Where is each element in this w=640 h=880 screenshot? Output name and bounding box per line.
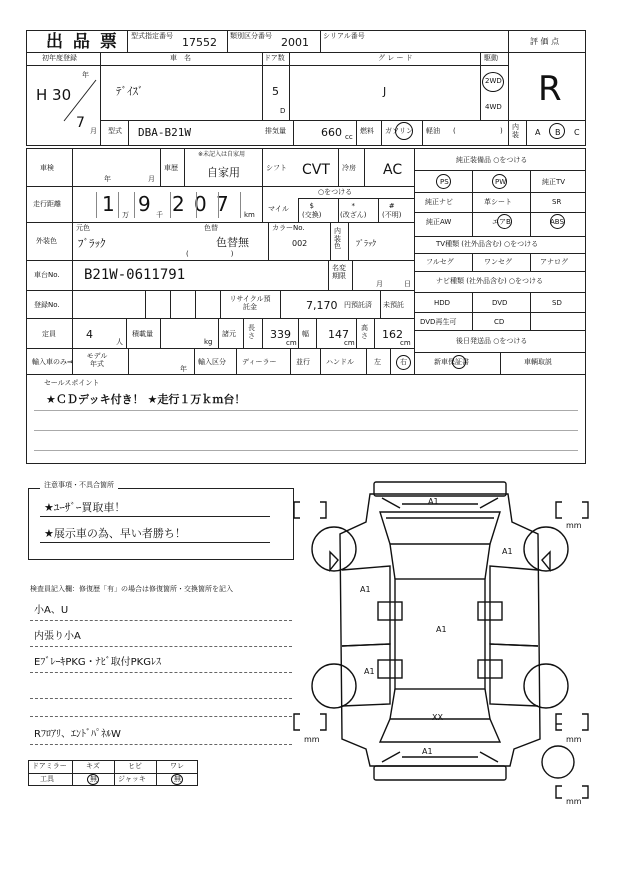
capacity-label: 定員: [42, 330, 56, 338]
equip-abs-circle: [550, 214, 565, 229]
fuel-label: 燃料: [360, 127, 374, 135]
doors-label: ドア数: [264, 54, 285, 62]
equip-sr: SR: [552, 198, 562, 206]
inspector-line5: Rﾌﾛｱﾘ、ｴﾝﾄﾞﾊﾟﾈﾙW: [34, 729, 121, 740]
notes-bracket-bottom: [28, 548, 294, 560]
sales-text: ★ＣＤデッキ付き！ ★走行１万ｋｍ台！: [46, 393, 246, 406]
recycle-value: 7,170: [306, 299, 338, 312]
left-label: 左: [374, 358, 381, 366]
post-title: 後日発送品 ○をつける: [456, 337, 528, 345]
fuel-circle: [395, 122, 413, 140]
color-change-value: 色替無: [216, 236, 249, 249]
name-change-day: 日: [404, 280, 411, 288]
unknown-label: # (不明): [382, 202, 402, 219]
navi-title: ナビ種類 (社外品含む) ○をつける: [436, 277, 544, 285]
right-circle: [396, 355, 411, 370]
tv-title: TV種類 (社外品含む) ○をつける: [436, 240, 539, 248]
recycle-label: リサイクル預託金: [229, 295, 271, 312]
equip-airbag: エアB: [492, 218, 511, 226]
tampered-label: * (改ざん): [340, 202, 367, 219]
damage-mark: A1: [428, 497, 439, 506]
chassis-label: 車台No.: [34, 271, 60, 279]
right-label: 右: [400, 358, 407, 366]
interior-color-label: 内装色: [334, 227, 341, 251]
diesel-label: 軽油: [426, 127, 440, 135]
mileage-digit: 0: [194, 192, 207, 216]
inspection-month-unit: 月: [148, 175, 155, 183]
width-label: 幅: [302, 330, 309, 338]
damage-mark: A1: [364, 667, 375, 676]
category-label: 類別区分番号: [230, 32, 272, 40]
original-color-label: 元色: [76, 224, 90, 232]
displacement-label: 排気量: [265, 127, 286, 135]
drive-2wd: 2WD: [485, 77, 502, 85]
mile-label: マイル: [268, 205, 289, 213]
import-label: 輸入車のみ⇒: [32, 358, 73, 366]
unit-km: km: [244, 211, 255, 219]
aircon-label: 冷房: [342, 164, 356, 172]
damage-mark: A1: [360, 585, 371, 594]
tools-r1-circle: [87, 774, 99, 785]
car-name-value: ﾃﾞｲｽﾞ: [116, 85, 144, 98]
type-cert-value: 17552: [182, 36, 217, 49]
drive-4wd: 4WD: [485, 103, 502, 111]
form-title: 出 品 票: [46, 32, 119, 52]
paren-close: ): [500, 127, 503, 135]
equip-leather: 革シート: [484, 198, 512, 206]
tools-r1: 無: [90, 775, 97, 783]
damage-mark: A1: [422, 747, 433, 756]
tv-fullseg: フルセグ: [426, 258, 454, 266]
equip-navi: 純正ナビ: [425, 198, 453, 206]
equip-tv: 純正TV: [542, 178, 566, 186]
tools-h2: ヒビ: [128, 762, 142, 770]
recycle-unpaid: 未預託: [383, 301, 404, 309]
inspector-line3: EﾌﾞﾚｰｷPKG・ﾅﾋﾞ取付PKGﾚｽ: [34, 657, 161, 668]
interior-b-circle: [549, 123, 565, 139]
length-cm: cm: [286, 339, 297, 347]
equip-aw: 純正AW: [426, 218, 452, 226]
inspection-year-unit: 年: [104, 175, 111, 183]
equip-pw: PW: [495, 178, 507, 186]
score-value: R: [538, 69, 562, 109]
interior-b: B: [555, 128, 561, 137]
first-reg-label: 初年度登録: [42, 54, 77, 62]
serial-label: シリアル番号: [323, 32, 365, 40]
first-reg-year: H 30: [36, 86, 72, 104]
doors-value: 5: [272, 85, 279, 98]
length-value: 339: [270, 328, 291, 341]
inspector-line1: 小A、U: [34, 605, 69, 616]
fuel-value: ガソリン: [385, 127, 413, 135]
width-value: 147: [328, 328, 349, 341]
mm-unit: mm: [566, 521, 582, 530]
height-label: 高さ: [361, 324, 368, 340]
recycle-suffix: 円預託済: [344, 301, 372, 309]
tools-h0: ドアミラー: [32, 762, 67, 770]
import-cat-label: 輸入区分: [198, 358, 226, 366]
history-note: ※未記入は自家用: [198, 151, 246, 158]
sales-label: セールスポイント: [44, 379, 100, 387]
equip-abs: ABS: [550, 218, 564, 226]
history-value: 自家用: [207, 166, 240, 179]
navi-hdd: HDD: [434, 299, 451, 307]
inspector-label: 検査員記入欄：修復歴「有」の場合は修復箇所・交換箇所を記入: [30, 585, 233, 593]
name-change-label: 名変期限: [332, 264, 346, 281]
equip-title: 純正装備品 ○をつける: [456, 156, 528, 164]
model-year-unit: 年: [180, 365, 187, 373]
notes-line1: ★ﾕｰｻﾞｰ買取車！: [44, 501, 126, 514]
inspector-line2: 内張り小A: [34, 631, 81, 642]
mileage-digit: 2: [172, 192, 185, 216]
chassis-value: B21W-0611791: [84, 267, 186, 283]
dealer-label: ディーラー: [242, 358, 277, 366]
type-cert-label: 型式指定番号: [131, 32, 173, 40]
capacity-unit: 人: [116, 338, 123, 346]
door-suffix: D: [280, 107, 286, 115]
tools-r3-circle: [171, 774, 183, 785]
notes-label: 注意事項・不具合箇所: [40, 482, 118, 489]
model-type-value: DBA-B21W: [138, 126, 191, 139]
inspection-label: 車検: [40, 164, 54, 172]
first-reg-month: 7: [76, 115, 85, 131]
year-unit: 年: [82, 71, 89, 79]
exchange-label: $ (交換): [302, 202, 322, 219]
car-name-label: 車 名: [170, 54, 191, 62]
post-manual: 車輌取説: [524, 358, 552, 366]
tools-h1: キズ: [86, 762, 100, 770]
height-cm: cm: [400, 339, 411, 347]
mileage-digit: 1: [102, 192, 115, 216]
interior-c: C: [574, 128, 580, 137]
color-no-value: 002: [292, 239, 308, 248]
dvd-cd: CD: [494, 318, 505, 326]
cc-unit: cc: [345, 133, 353, 141]
model-year-label: モデル年式: [86, 352, 108, 369]
tools-r2: ジャッキ: [118, 775, 146, 783]
mileage-digit: 7: [216, 192, 229, 216]
grade-label: グ レ ー ド: [378, 54, 413, 62]
equip-pw-circle: [492, 174, 507, 189]
handle-label: ハンドル: [326, 358, 354, 366]
dvd-play-label: DVD再生可: [420, 318, 457, 326]
score-label: 評 価 点: [530, 37, 560, 46]
interior-label: 内装: [512, 123, 519, 139]
color-change-label: 色替: [204, 224, 218, 232]
equip-ps-circle: [436, 174, 451, 189]
length-label: 長さ: [248, 324, 255, 340]
interior-color-value: ﾌﾞﾗｯｸ: [356, 239, 376, 248]
tv-analog: アナログ: [540, 258, 568, 266]
mileage-digit: 9: [138, 192, 151, 216]
tv-oneseg: ワンセグ: [484, 258, 512, 266]
interior-a: A: [535, 128, 541, 137]
damage-mark: A1: [502, 547, 513, 556]
tools-r3: 無: [174, 775, 181, 783]
check-label: ○をつける: [318, 188, 353, 196]
mm-unit: mm: [566, 735, 582, 744]
notes-line2: ★展示車の為、早い者勝ち！: [44, 527, 186, 540]
aircon-value: AC: [383, 162, 403, 178]
tools-h3: ワレ: [170, 762, 184, 770]
name-change-month: 月: [376, 280, 383, 288]
mm-unit: mm: [304, 735, 320, 744]
unit-man: 万: [122, 211, 129, 219]
category-value: 2001: [281, 36, 309, 49]
drive-label: 駆動: [484, 54, 498, 62]
model-type-label: 型式: [108, 127, 122, 135]
tools-r0: 工具: [40, 775, 54, 783]
shift-label: シフト: [266, 164, 287, 172]
dims-label: 諸元: [222, 330, 236, 338]
navi-dvd: DVD: [492, 299, 508, 307]
car-diagram: [290, 474, 600, 804]
width-cm: cm: [344, 339, 355, 347]
displacement-value: 660: [321, 126, 342, 139]
registration-label: 登録No.: [34, 301, 60, 309]
post-warranty: 新車保証書: [434, 358, 469, 366]
original-color-value: ﾌﾞﾗｯｸ: [78, 237, 106, 250]
equip-ps: PS: [440, 178, 449, 186]
navi-sd: SD: [552, 299, 562, 307]
color-no-label: カラーNo.: [272, 224, 305, 232]
mm-unit: mm: [566, 797, 582, 804]
shift-value: CVT: [302, 162, 330, 178]
post-warranty-circle: [452, 355, 466, 369]
mileage-label: 走行距離: [33, 200, 61, 208]
equip-airbag-circle: [497, 214, 512, 229]
paren-open: (: [453, 127, 456, 135]
height-value: 162: [382, 328, 403, 341]
history-label: 車歴: [164, 164, 178, 172]
load-unit: kg: [204, 338, 213, 346]
grade-value: J: [383, 85, 387, 98]
damage-mark: XX: [432, 713, 443, 722]
color-paren: ( ): [186, 250, 234, 258]
capacity-value: 4: [86, 328, 93, 341]
month-unit: 月: [90, 127, 97, 135]
ext-color-label: 外装色: [36, 237, 57, 245]
damage-mark: A1: [436, 625, 447, 634]
load-label: 積載量: [132, 330, 153, 338]
parallel-label: 並行: [296, 358, 310, 366]
unit-sen: 千: [156, 211, 163, 219]
